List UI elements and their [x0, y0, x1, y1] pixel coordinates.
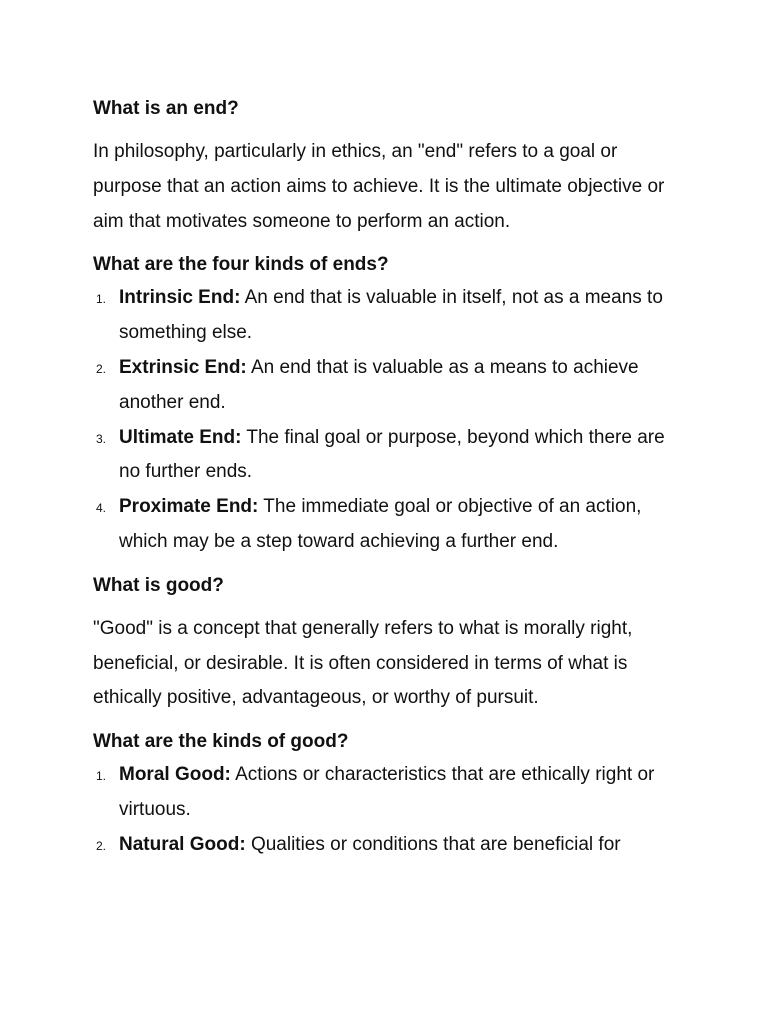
- list-item: [93, 758, 678, 828]
- term-label: Intrinsic End:: [119, 287, 241, 309]
- list-item: [93, 281, 678, 351]
- list-number: 4.: [96, 501, 107, 516]
- list-number: 2.: [96, 838, 107, 853]
- list-item: [93, 351, 678, 421]
- list-number: 2.: [96, 361, 107, 376]
- term-description: The final goal or purpose, beyond which there are no further ends.: [119, 426, 665, 483]
- heading-four-kinds-of-ends: What are the four kinds of ends?: [93, 254, 389, 276]
- term-description: An end that is valuable as a means to achieve another end.: [119, 356, 639, 413]
- heading-kinds-of-good: What are the kinds of good?: [93, 731, 349, 753]
- term-label: Extrinsic End:: [119, 356, 247, 378]
- heading-what-is-good: What is good?: [93, 574, 224, 596]
- term-label: Proximate End:: [119, 496, 259, 518]
- list-number: 3.: [96, 431, 107, 446]
- kinds-of-good-list: [93, 758, 678, 862]
- term-label: Ultimate End:: [119, 426, 242, 448]
- list-number: 1.: [96, 292, 107, 307]
- kinds-of-ends-list: [93, 281, 678, 559]
- term-description: Qualities or conditions that are beneficial for: [245, 833, 621, 855]
- term-description: The immediate goal or objective of an action, which may be a step toward achieving a further end.: [119, 496, 642, 552]
- list-item: [93, 490, 678, 560]
- list-number: 1.: [96, 769, 107, 784]
- term-description: Actions or characteristics that are ethically right or virtuous.: [119, 764, 655, 820]
- list-item: [93, 828, 678, 863]
- list-item: [93, 421, 678, 491]
- term-label: Natural Good:: [119, 833, 246, 855]
- term-label: Moral Good:: [119, 764, 231, 786]
- paragraph-good-definition: "Good" is a concept that generally refers to what is morally right, beneficial, or desirable. It is often considered in terms of what is ethically positive, advantageous, or worthy of pursuit.: [93, 617, 633, 709]
- document-page: [93, 92, 678, 863]
- paragraph-end-definition: In philosophy, particularly in ethics, an "end" refers to a goal or purpose that an action aims to achieve. It is the ultimate objective or aim that motivates someone to perform an action.: [93, 141, 665, 232]
- heading-what-is-an-end: What is an end?: [93, 98, 239, 119]
- term-description: An end that is valuable in itself, not as a means to something else.: [119, 287, 663, 344]
